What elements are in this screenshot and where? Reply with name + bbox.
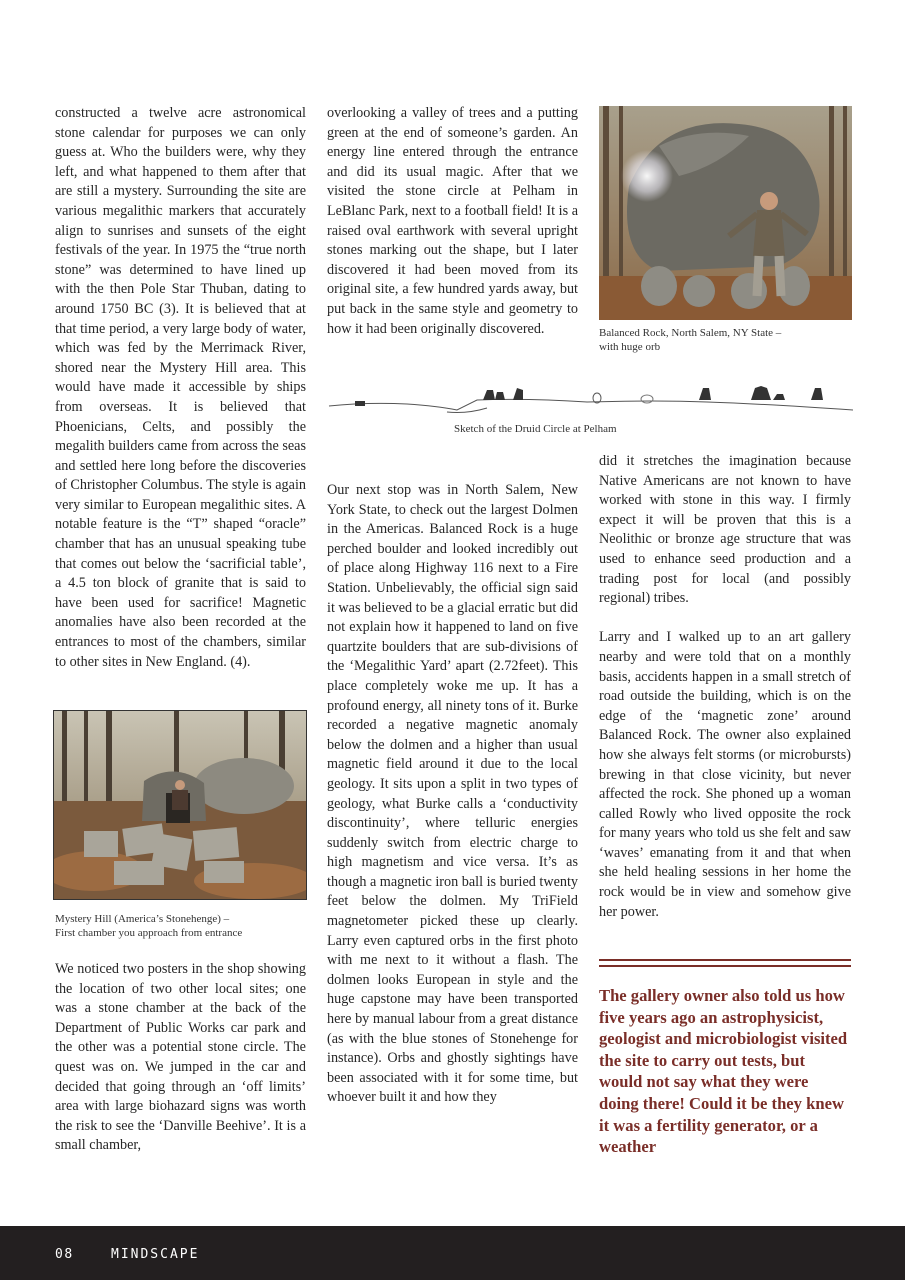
- article-paragraph: did it stretches the imagination because Native Americans are not known to have worked with stone in this way. I firmly expect it will be proven that this is a Neolithic or bronze age structure that was used to enhance seed production and a trading post for local (and possibly regional) tribes.: [599, 453, 851, 607]
- balanced-rock-caption: [599, 326, 852, 354]
- pullquote-rule: [599, 965, 851, 967]
- article-column-1-bottom: [55, 960, 306, 1156]
- mystery-hill-photo: [53, 710, 307, 900]
- druid-circle-sketch: [327, 380, 853, 420]
- article-paragraph: We noticed two posters in the shop showing the location of two other local sites; one was a stone chamber at the back of the Department of Public Works car park and the other was a potential stone circle. The quest was on. We jumped in the car and decided that going through an ‘off limits’ area with large biohazard signs was worth the risk to see the ‘Danville Beehive’. It is a small chamber,: [55, 961, 306, 1154]
- mystery-hill-caption: [55, 912, 315, 940]
- balanced-rock-photo: [599, 106, 852, 320]
- article-column-1-top: [55, 104, 306, 672]
- caption-line: with huge orb: [599, 341, 661, 353]
- magazine-name: MINDSCAPE: [111, 1247, 200, 1262]
- article-column-3: [599, 452, 851, 922]
- pullquote-rule: [599, 959, 851, 961]
- pull-quote: The gallery owner also told us how five years ago an astrophysicist, geologist and microbiologist visited the site to carry out tests, but would not say what they were doing there! Could it be they knew it was a fertility generator, or a weather: [599, 986, 848, 1157]
- article-column-2-bottom: [327, 481, 578, 1108]
- article-paragraph: overlooking a valley of trees and a putting green at the end of someone’s garden. An energy line entered through the entrance and did its usual magic. After that we visited the stone circle at Pelham in LeBlanc Park, next to a football field! It is a raised oval earthwork with several upright stones marking out the shape, but I later discovered it had been moved from its original site, a few hundred yards away, but put back in the same style and geometry to how it had been originally discovered.: [327, 105, 578, 337]
- caption-line: First chamber you approach from entrance: [55, 927, 243, 939]
- page-number: 08: [55, 1247, 74, 1262]
- article-paragraph: constructed a twelve acre astronomical stone calendar for purposes we can only guess at. Who the builders were, why they left, and what happened to them after that are still a mystery. Surrounding the site are various megalithic markers that accurately align to sunrises and sunsets of the eight festivals of the year. In 1975 the “true north stone” was determined to have lined up with the then Pole Star Thuban, dating to around 1750 BC (3). It is believed that at that time period, a very large body of water, which was fed by the Merrimack River, shored near the Mystery Hill area. This would have made it accessible by ships from overseas. It is believed that Phoenicians, Celts, and possibly the megalith builders came from across the seas and settled here long before the discoveries of Christopher Columbus. The style is again very similar to European megalithic sites. A notable feature is the “T” shaped “oracle” chamber that has an unusual speaking tube that comes out below the ‘sacrificial table’, a 4.5 ton block of granite that is said to have been used for sacrifice! Magnetic anomalies have also been recorded at the entrances to most of the chambers, similar to other sites in New England. (4).: [55, 105, 306, 670]
- caption-line: Balanced Rock, North Salem, NY State –: [599, 327, 782, 339]
- article-paragraph: Our next stop was in North Salem, New York State, to check out the largest Dolmen in the Americas. Balanced Rock is a huge perched boulder and looked incredibly out of place along Highway 116 next to a Fire Station. Unbelievably, the official sign said it was believed to be a glacial erratic but did not explain how it happened to land on five quartzite boulders that are sub-divisions of the ‘Megalithic Yard’ apart (2.72feet). This place completely woke me up. It has a profound energy, all ninety tons of it. Burke recorded a negative magnetic anomaly below the dolmen and a higher than usual magnetic field around it due to the local geology. It sits upon a split in two types of geology, what Burke calls a ‘conductivity discontinuity’, where telluric energies suddenly switch from electric charge to high magnetism and vice versa. It’s as though a magnetic iron ball is buried twenty feet below the dolmen. My TriField magnetometer picked these up clearly. Larry even captured orbs in the first photo with me next to it without a flash. The dolmen looks European in style and the huge capstone may have been transported here by manual labour from a great distance (as with the blue stones of Stonehenge for instance). Orbs and ghostly sightings have been associated with it for some time, but whoever built it and how they: [327, 482, 578, 1106]
- article-paragraph: Larry and I walked up to an art gallery nearby and were told that on a monthly basis, accidents happen in a small stretch of road outside the building, which is on the edge of the ‘magnetic zone’ around Balanced Rock. The owner also explained how she always felt storms (or microbursts) brewing in that close vicinity, but never affected the rock. She phoned up a woman called Rowly who lived opposite the rock for many years who told us she felt and saw ‘waves’ emanating from it and that when she held healing sessions in her home the rock would be in view and somehow give her power.: [599, 629, 851, 920]
- druid-sketch-caption: Sketch of the Druid Circle at Pelham: [454, 423, 617, 435]
- caption-line: Mystery Hill (America’s Stonehenge) –: [55, 913, 230, 925]
- article-column-2-top: [327, 104, 578, 339]
